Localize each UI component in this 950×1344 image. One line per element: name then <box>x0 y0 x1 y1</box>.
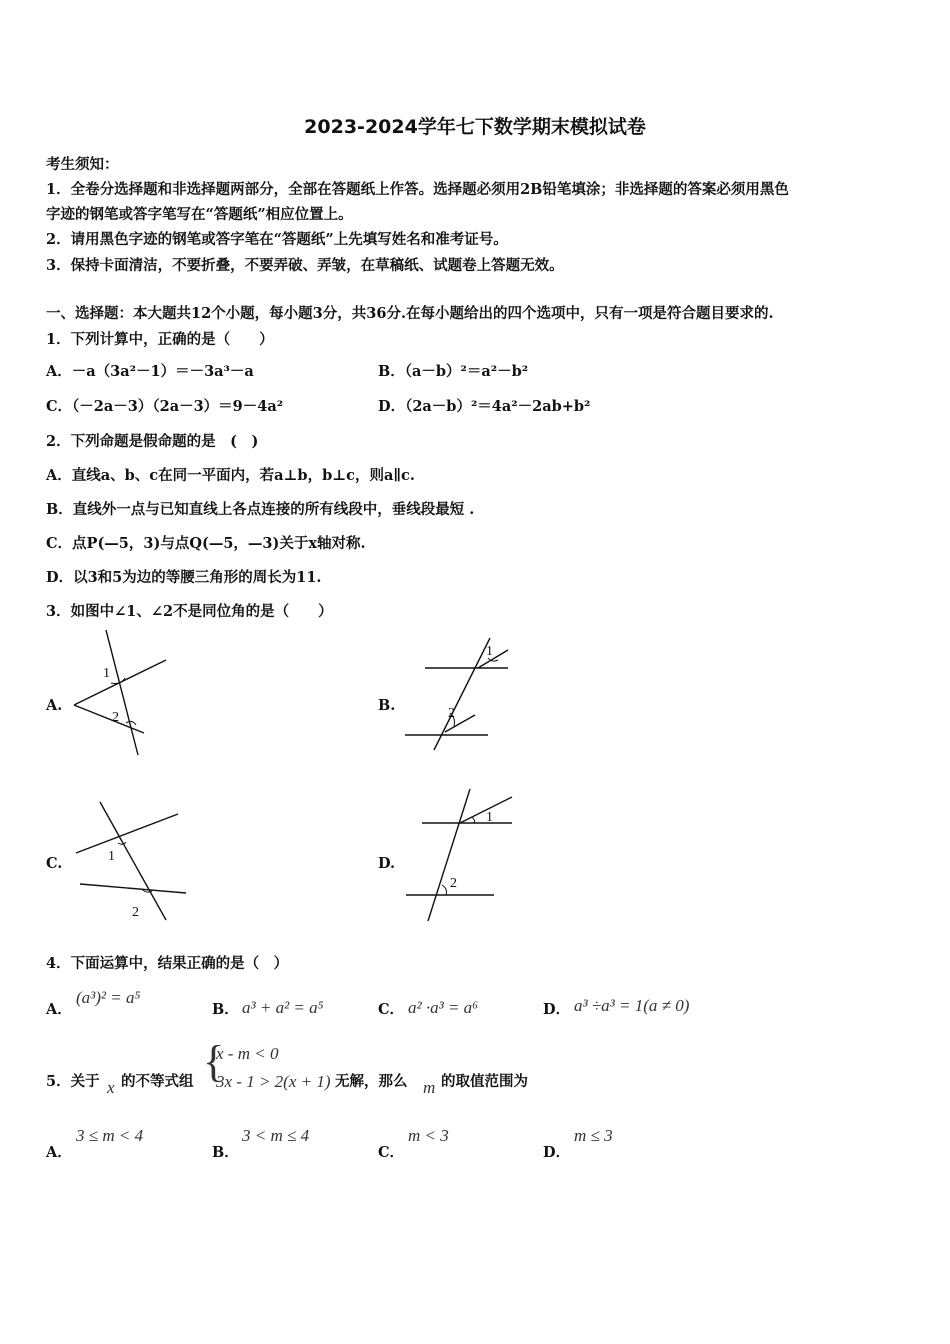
q5-option-b-label[interactable]: B． <box>212 1144 239 1161</box>
q5-inequality-2: 3x - 1 > 2(x + 1) <box>216 1072 331 1091</box>
q2-option-c[interactable]: C．点P(—5，3)与点Q(—5，—3)关于x轴对称. <box>46 535 366 552</box>
section-heading: 一、选择题：本大题共12个小题，每小题3分，共36分.在每小题给出的四个选项中，只有一项是符合题目要求的. <box>46 305 774 322</box>
q3-figure-b <box>400 630 515 755</box>
q2-option-b[interactable]: B．直线外一点与已知直线上各点连接的所有线段中，垂线段最短 . <box>46 501 475 518</box>
q4-option-d-label[interactable]: D． <box>543 1001 571 1018</box>
q5-stem-post: 无解，那么 <box>335 1073 408 1090</box>
notice-line-1a: 1．全卷分选择题和非选择题两部分，全部在答题纸上作答。选择题必须用2B铅笔填涂；非选择题的答案必须用黑色 <box>46 181 789 198</box>
q1-stem: 1．下列计算中，正确的是（ ） <box>46 331 274 348</box>
q5-var-m: m <box>423 1078 436 1097</box>
q1-option-b[interactable]: B．（a－b）²＝a²－b² <box>378 363 529 380</box>
q2-option-d[interactable]: D．以3和5为边的等腰三角形的周长为11. <box>46 569 322 586</box>
q5-stem-mid: 的不等式组 <box>121 1073 194 1090</box>
q3-option-a[interactable]: A. <box>46 697 63 714</box>
notice-line-3: 3．保持卡面清洁，不要折叠，不要弄破、弄皱，在草稿纸、试题卷上答题无效。 <box>46 257 564 274</box>
q5-system-brace: { <box>203 1037 225 1086</box>
q5-var-x: x <box>107 1078 115 1097</box>
q3-figure-a <box>66 625 176 760</box>
q4-option-d-expr: a³ ÷a³ = 1(a ≠ 0) <box>574 996 690 1015</box>
page-title: 2023-2024学年七下数学期末模拟试卷 <box>304 116 646 138</box>
q5-option-c-label[interactable]: C． <box>378 1144 405 1161</box>
notice-line-1b: 字迹的钢笔或答字笔写在“答题纸”相应位置上。 <box>46 206 353 223</box>
q4-option-a-label[interactable]: A． <box>46 1001 72 1018</box>
q3-figure-d <box>400 785 518 925</box>
q4-option-c-expr: a² ·a³ = a⁶ <box>408 998 479 1017</box>
q5-inequality-1: x - m < 0 <box>216 1044 279 1063</box>
q3-option-d[interactable]: D. <box>378 855 396 872</box>
q5-stem-pre: 5．关于 <box>46 1073 100 1090</box>
q5-option-c-expr: m < 3 <box>408 1126 449 1145</box>
q5-option-d-label[interactable]: D． <box>543 1144 571 1161</box>
q5-option-a-expr: 3 ≤ m < 4 <box>76 1126 144 1145</box>
q3c-angle-2-label: 2 <box>132 905 139 920</box>
q4-option-b-label[interactable]: B． <box>212 1001 239 1018</box>
q4-option-a-expr: (a³)² = a⁵ <box>76 988 141 1007</box>
q3a-angle-1-label: 1 <box>103 666 110 681</box>
q3d-angle-1-label: 1 <box>486 810 493 825</box>
q2-stem: 2．下列命题是假命题的是 ( ) <box>46 433 259 450</box>
notice-line-2: 2．请用黑色字迹的钢笔或答字笔在“答题纸”上先填写姓名和准考证号。 <box>46 231 508 248</box>
q4-stem: 4．下面运算中，结果正确的是（ ） <box>46 955 289 972</box>
q3b-angle-1-label: 1 <box>486 644 493 659</box>
q4-option-c-label[interactable]: C． <box>378 1001 405 1018</box>
q3-figure-c <box>70 798 190 926</box>
q1-option-d[interactable]: D．（2a－b）²＝4a²－2ab+b² <box>378 398 591 415</box>
q3d-angle-2-label: 2 <box>450 876 457 891</box>
q2-option-a[interactable]: A．直线a、b、c在同一平面内，若a⊥b，b⊥c，则a∥c. <box>46 467 415 484</box>
q3c-angle-1-label: 1 <box>108 849 115 864</box>
q5-option-d-expr: m ≤ 3 <box>574 1126 613 1145</box>
q5-option-a-label[interactable]: A． <box>46 1144 72 1161</box>
q3a-angle-2-label: 2 <box>112 710 119 725</box>
q1-option-c[interactable]: C．（－2a－3）（2a－3）＝9－4a² <box>46 398 284 415</box>
q5-stem-end: 的取值范围为 <box>441 1073 528 1090</box>
q1-option-a[interactable]: A．－a（3a²－1）＝－3a³－a <box>46 363 254 380</box>
notice-heading: 考生须知： <box>46 156 119 173</box>
q3-option-c[interactable]: C. <box>46 855 63 872</box>
q3b-angle-2-label: 2 <box>448 706 455 721</box>
q5-option-b-expr: 3 < m ≤ 4 <box>242 1126 310 1145</box>
q3-stem: 3．如图中∠1、∠2不是同位角的是（ ） <box>46 603 333 620</box>
q4-option-b-expr: a³ + a² = a⁵ <box>242 998 324 1017</box>
q3-option-b[interactable]: B. <box>378 697 396 714</box>
